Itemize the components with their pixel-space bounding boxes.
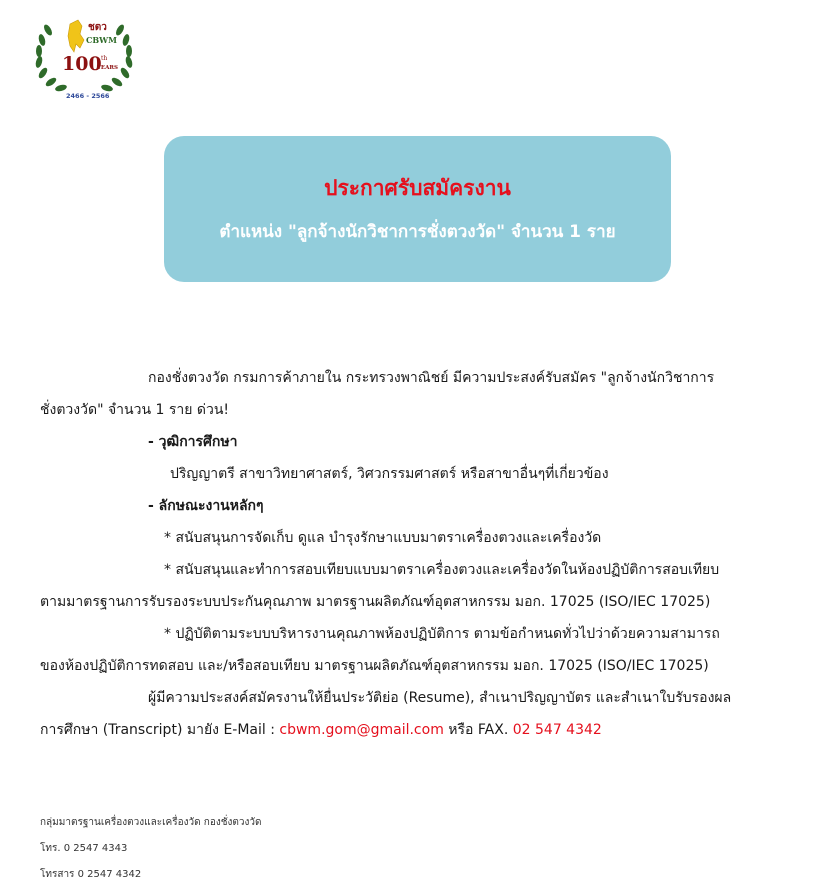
duty-item-2-cont: ตามมาตรฐานการรับรองระบบประกันคุณภาพ มาตรฐานผลิตภัณฑ์อุตสาหกรรม มอก. 17025 (ISO/IEC 17025) [40,594,711,610]
duty-item-2: * สนับสนุนและทำการสอบเทียบแบบมาตราเครื่องตวงและเครื่องวัดในห้องปฏิบัติการสอบเทียบ [164,562,720,578]
footer-org: กลุ่มมาตรฐานเครื่องตวงและเครื่องวัด กองชั่งตวงวัด [40,817,262,828]
apply-line-2 [40,714,785,746]
logo-years-suffix-top: th [101,55,108,62]
email-link[interactable]: cbwm.gom@gmail.com [279,722,444,738]
banner-subtitle: ตำแหน่ง "ลูกจ้างนักวิชาการชั่งตวงวัด" จำนวน 1 ราย [219,222,616,242]
apply-line-1: ผู้มีความประสงค์สมัครงานให้ยื่นประวัติย่อ (Resume), สำเนาปริญญาบัตร และสำเนาใบรับรองผล [148,690,732,706]
cbwm-100-years-logo [30,10,138,106]
logo-org: CBWM [86,35,117,45]
contact-footer [40,810,262,888]
logo-years-suffix-bottom: YEARS [97,65,118,71]
fax-number: 02 547 4342 [512,722,602,738]
duty-item-3-cont: ของห้องปฏิบัติการทดสอบ และ/หรือสอบเทียบ มาตรฐานผลิตภัณฑ์อุตสาหกรรม มอก. 17025 (ISO/IEC 17025) [40,658,709,674]
education-heading: - วุฒิการศึกษา [148,434,238,450]
intro-line-1: กองชั่งตวงวัด กรมการค้าภายใน กระทรวงพาณิชย์ มีความประสงค์รับสมัคร "ลูกจ้างนักวิชาการ [148,370,715,386]
footer-tel: โทร. 0 2547 4343 [40,843,128,854]
email-label: E-Mail : [223,722,280,738]
logo-years-range: 2466 - 2566 [66,92,110,100]
intro-line-2: ชั่งตวงวัด" จำนวน 1 ราย ด่วน! [40,402,230,418]
or-fax-label: หรือ FAX. [443,722,513,738]
apply-line-2-prefix: การศึกษา (Transcript) มายัง [40,722,224,738]
duties-heading: - ลักษณะงานหลักๆ [148,498,264,514]
announcement-banner [164,136,671,282]
footer-fax: โทรสาร 0 2547 4342 [40,869,142,880]
education-text: ปริญญาตรี สาขาวิทยาศาสตร์, วิศวกรรมศาสตร์ หรือสาขาอื่นๆที่เกี่ยวข้อง [170,466,609,482]
logo-years-number: 100 [62,53,102,75]
duty-item-1: * สนับสนุนการจัดเก็บ ดูแล บำรุงรักษาแบบมาตราเครื่องตวงและเครื่องวัด [164,530,602,546]
announcement-body [40,362,785,746]
duty-item-3: * ปฏิบัติตามระบบบริหารงานคุณภาพห้องปฏิบัติการ ตามข้อกำหนดทั่วไปว่าด้วยความสามารถ [164,626,720,642]
banner-title: ประกาศรับสมัครงาน [324,176,511,200]
logo-emblem [30,10,138,106]
logo-abbr: ชตว [88,22,107,33]
